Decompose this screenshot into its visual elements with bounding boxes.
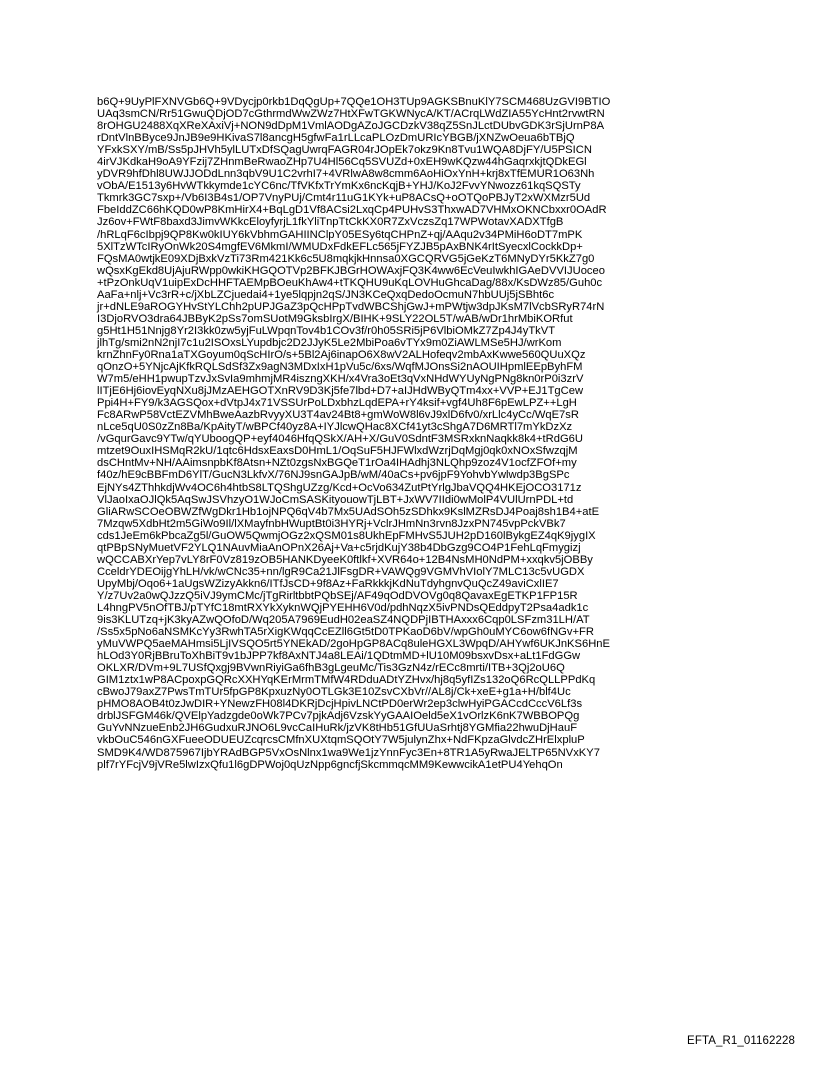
text-line: yMuVWPQ5aeMAHmsi5LjIVSQO5rt5YNEkAD/2goHpGP8ACq8uleHGXL3WpqD/AHYwf6UKJnKS6HnE [97,638,610,651]
text-line: /vGqurGavc9YTw/qYUboogQP+eyf4046HfqQSkX/AH+X/GuV0SdntF3MSRxknNaqkk8k4+tRdG6U [97,433,583,446]
text-line: 4irVJKdkaH9oA9YFzij7ZHnmBeRwaoZHp7U4Hl56Cq5SVUZd+0xEH9wKQzw44hGaqrxkjtQDkEGl [97,156,587,169]
text-line: lITjE6Hj6iovEyqNXu8jJMzAEHGOTXnRV9D3Kj5fe7lbd+D7+aIJHdWByQTm4xx+VVP+EJ1TgCew [97,385,584,398]
text-line: /Ss5x5pNo6aNSMKcYy3RwhTA5rXigKWqqCcEZll6Gt5tD0TPKaoD6bV/wpGh0uMYC6ow6fNGv+FR [97,626,594,639]
text-line: drblJSFGM46k/QVElpYadzgde0oWk7PCv7pjkAdj6VzskYyGAAIOeld5eX1vOrlzK6nK7WBBOPQg [97,710,580,723]
text-line: 7Mzqw5XdbHt2m5GiWo9Il/lXMayfnbHWuptBt0i3HYRj+VclrJHmNn3rvn8JzxPN745vpPckVBk7 [97,517,566,530]
text-line: 9is3KLUTzq+jK3kyAZwQOfoD/Wq205A7969EudH02eaSZ4NQDPjIBTHAxxx6Cqp0LSFzm31LH/AT [97,614,590,627]
text-line: Tkmrk3GC7sxp+/Vb6I3B4s1/OP7VnyPUj/Cmt4r11uG1KYk+uP8ACsQ+oOTQoPBJyT2xWXMzr5Ud [97,192,591,205]
text-line: AaFa+nlj+Vc3rR+c/jXbLZCjuedai4+1ye5lqpjn2qS/JN3KCeQxqDedoOcmuN7hbUUj5jSBht6c [97,288,555,301]
text-line: FbeIddZC66hKQD0wP8KmHirX4+BqLgD1Vf8ACsi2LxqCp4PUHvS3ThxwAD7VHMxOKNCbxxr0OAdR [97,204,607,217]
text-line: cds1JeEm6kPbcaZg5l/GuOW5QwmjOGz2xQSM01s8UkhEpFMHvS5JUH2pD160lBykgEZ4qK9jygIX [97,529,596,542]
text-line: 8rOHGU2488XqXReXAxiVj+NON9dDpM1VmlAODgAZoJGCDzkV38qZ5SnJLctDUbvGDK3rSjUrnP8A [97,120,605,133]
text-line: vObA/E1513y6HvWTkkymde1cYC6nc/TfVKfxTrYmKx6ncKqjB+YHJ/KoJ2FvvYNwozz61kqSQSTy [97,180,581,193]
text-line: b6Q+9UyPlFXNVGb6Q+9VDycjp0rkb1DqQgUp+7QQe1OH3TUp9AGKSBnuKlY7SCM468UzGVI9BTIO [97,96,611,108]
text-line: Jz6ov+FWtF8baxd3JimvWKkcEloyfyrjL1fkYliTnpTtCkKX0R7ZxVczsZq17WPWotavXADXTfgB [97,216,564,229]
text-line: plf7rYFcjV9jVRe5lwIzxQfu1l6gDPWoj0qUzNpp6gncfjSkcmmqcMM9KewwcikA1etPU4YehqOn [97,758,563,771]
text-line: GliARwSCOeOBWZfWgDkr1Hb1ojNPQ6qV4b7Mx5UAdSOh5zSDhkx9KslMZRsDJ4Poaj8sh1B4+atE [97,505,600,518]
text-line: OKLXR/DVm+9L7USfQxgj9BVwnRiyiGa6fhB3gLgeuMc/Tis3GzN4z/rECc8mrti/ITB+3Qj2oU6Q [97,662,565,675]
text-line: W7m5/eHH1pwupTzvJxSvIa9mhmjMR4iszngXKH/x4Vra3oEt3qVxNHdWYUyNgPNg8kn0rP0i3zrV [97,373,584,386]
text-line: pHMO8AOB4t0zJwDIR+YNewzFH08l4DKRjDcjHpivLNCtPD0erWr2ep3clwHyiPGACcdCccV6Lf3s [97,698,583,711]
text-line: krnZhnFy0Rna1aTXGoyum0qScHIrO/s+5Bl2Aj6inapO6X8wV2ALHofeqv2mbAxKwwe560QUuXQz [97,348,586,361]
text-line: vkbOuC546nGXFueeODUEUZcqrcsCMfnXUXtqmSQOtY7W5julynZhx+NdFKpzaGlvdcZHrElxpluP [97,734,585,747]
text-line: 5XlTzWTcIRyOnWk20S4mgfEV6MkmI/WMUDxFdkEFLc565jFYZJB5pAxBNK4rItSyecxlCockkDp+ [97,240,583,253]
text-line: YFxkSXY/mB/Ss5pJHVh5ylLUTxDfSQagUwrqFAGR04rJOpEk7okz9Kn8Tvu1WQA8DjFY/U5PSICN [97,144,592,157]
text-line: qtPBpSNyMuetVF2YLQ1NAuvMiaAnOPnX26Aj+Va+c5rjdKujY38b4DbGzg9CO4P1FehLqFmygizj [97,541,581,554]
text-line: nLce5qU0S0zZn8Ba/KpAityT/wBPCf40yz8A+IYJlcwQHac8XCf41yt3cShgA7D6MRTl7mYkDzXz [97,421,573,434]
text-line: yDVR9hfDhl8UWJJODdLnn3qbV9U1C2vrhI7+4VRlwA8w8cmm6AoHiOxYnH+krj8xTfEMUR1O63Nh [97,168,595,181]
text-line: FQsMA0wtjkE09XDjBxkVzTi73Rm421Kk6c5U8mqkjkHnnsa0XGCQRVG5jGeKzT6MNyDYr5KkZ7g0 [97,252,595,265]
text-line: Y/z7Uv2a0wQJzzQ5iVJ9ymCMc/jTgRirltbbtPQbSEj/AF49qOdDVOVg0q8QavaxEgETKP1FP15R [97,589,578,602]
text-line: mtzet9OuxIHSMqR2kU/1qtc6HdsxEaxsD0HmL1/OqSuF5HJFWlxdWzrjDqMgj0qk0xNOxSfwzqjM [97,445,578,458]
text-line: EjNYs4ZThhkdjWv4OC6h4htbS8LTQShgUZzg/Kcd+OcVo634ZutPtYrlgJbaVQQ4HKEjOCO3171z [97,481,582,494]
document-id-footer: EFTA_R1_01162228 [687,1035,795,1047]
text-line: CceldrYDEOijgYhLH/vk/wCNc35+nn/lgR9Ca21JlFsgDR+VAWQg9VGMVhVIolY7MLC13c5vUGDX [97,565,585,578]
text-line: I3DjoRVO3dra64JBByK2pSs7omSUotM9GksbIrgX/BIHK+9SLY22OL5T/wAB/wDr1hrMbiKORfut [97,312,573,325]
text-line: GuYvNNzueEnb2JH6GudxuRJNO6L9vcCaIHuRk/jzVK8tHb51GfUUaSrhtj8YGMfia22hwuDjHauF [97,722,578,735]
text-line: hLOd3Y0RjBBruToXhBiT9v1bJPP7kf8AxNTJ4a8LEAi/1QDtmMD+lU10M09bsxvDsx+aLt1FdGGw [97,650,581,663]
text-line: L4hngPV5nOfTBJ/pTYfC18mtRXYkXyknWQjPYEHH6V0d/pdhNqzX5ivPNDsQEddpyT2Psa4adk1c [97,601,589,614]
text-line: jlhTg/smi2nN2njI7c1u2ISOxsLYupdbjc2D2JJyK5Le2MbiPoa6vTYx9m0ZiAWLMSe5HJ/wrKom [97,336,562,349]
text-line: SMD9K4/WD875967IjbYRAdBGP5VxOsNlnx1wa9We1jzYnnFyc3En+8TR1A5yRwaJELTP65NVxKY7 [97,746,600,759]
text-line: VlJaoIxaOJlQk5AqSwJSVhzyO1WJoCmSASKityouowTjLBT+JxWV7IIdi0wMolP4VUlUrnPDL+td [97,493,574,506]
text-line: jr+dNLE9aROGYHvStYLChh2pUPJGaZ3pQcHPpTvdWBCShjGwJ+mPWtjw3dpJKsM7lVcbSRyR74rN [97,300,605,313]
text-line: g5Ht1H51Nnjg8Yr2I3kk0zw5yjFuLWpqnTov4b1COv3f/r0h05SRi5jP6VlbiOMkZ7Zp4J4yTkVT [97,324,556,337]
text-line: /hRLqF6cIbpj9QP8Kw0kIUY6kVbhmGAHIINClpY05ESy6tqCHPnZ+qj/AAqu2v34PMiH6oDT7mPK [97,228,583,241]
encoded-text-block [97,96,722,771]
text-line: UAq3smCN/Rr51GwuQDjOD7cGthrmdWwZWz7HtXFwTGKWNycA/KT/ACrqLWdZIA55YcHnt2rvwtRN [97,108,605,121]
text-line: dsCHntMv+NH/AAimsnpbKf8Atsn+NZt0zgsNxBGQeT1rOa4IHAdhj3NLQhp9zoz4V1ocfZFOf+my [97,457,577,470]
text-line: Fc8ARwP58VctEZVMhBweAazbRvyyXU3T4av24Bt8+gmWoW8l6vJ9xlD6fv0/xrLlc4yCc/WqE7sR [97,409,579,422]
text-line: Ppi4H+FY9/k3AGSQox+dVtpJ4x71VSSUrPoLDxbhzLqdEPA+rY4ksif+vgf4Uh8F6pEwLPZ++LgH [97,397,577,410]
text-line: wQCCABXrYep7vLY8rF0Vz819zOB5HANKDyeeK0ftlkf+XVR64o+12B4NsMH0NdPM+xxqkv5jOBBy [97,553,593,566]
text-line: UpyMbj/Oqo6+1aUgsWZizyAkkn6/ITfJsCD+9f8Az+FaRkkkjKdNuTdyhgnvQuQcZ49aviCxlIE7 [97,577,559,590]
text-line: GIM1ztx1wP8ACpoxpGQRcXXHYqKErMrmTMfW4RDduADtYZHvx/hj8q5yfIZs132oQ6RcQLLPPdKq [97,674,596,687]
text-line: cBwoJ79axZ7PwsTmTUr5fpGP8KpxuzNy0OTLGk3E10ZsvCXbVr//AL8j/Ck+xeE+g1a+H/blf4Uc [97,686,571,699]
text-line: wQsxKgEkd8UjAjuRWpp0wkiKHGQOTVp2BFKJBGrHOWAxjFQ3K4ww6EcVeuIwkhIGAeDVVIJUoceo [97,264,605,277]
text-line: +tPzOnkUqV1uipExDcHHFTAEMpBOeuKhAw4+tTKQHU9uKqLOVHuGhcaDag/88x/KsDWz85/Guh0c [97,276,603,289]
text-line: qOnzO+5YNjcAjKfkRQLSdSf3Zx9agN3MDxIxH1pVu5c/6xs/WqfMJOnsSi2nAOUIHpmlEEpByhFM [97,361,583,374]
text-line: f40z/hE9cBBFmD6YlT/GucN3LkfvX/76NJ9snGAJpB/wM/40aCs+pv6jpF9YohvbYwlwdp3BgSPc [97,469,570,482]
text-line: rDntVlnBByce9JnJB9e9HKivaS7l8ancgH5gfwFa1rLLcaPLOzDmURIcYBGB/jXNZwOeua6bTBjQ [97,132,575,145]
